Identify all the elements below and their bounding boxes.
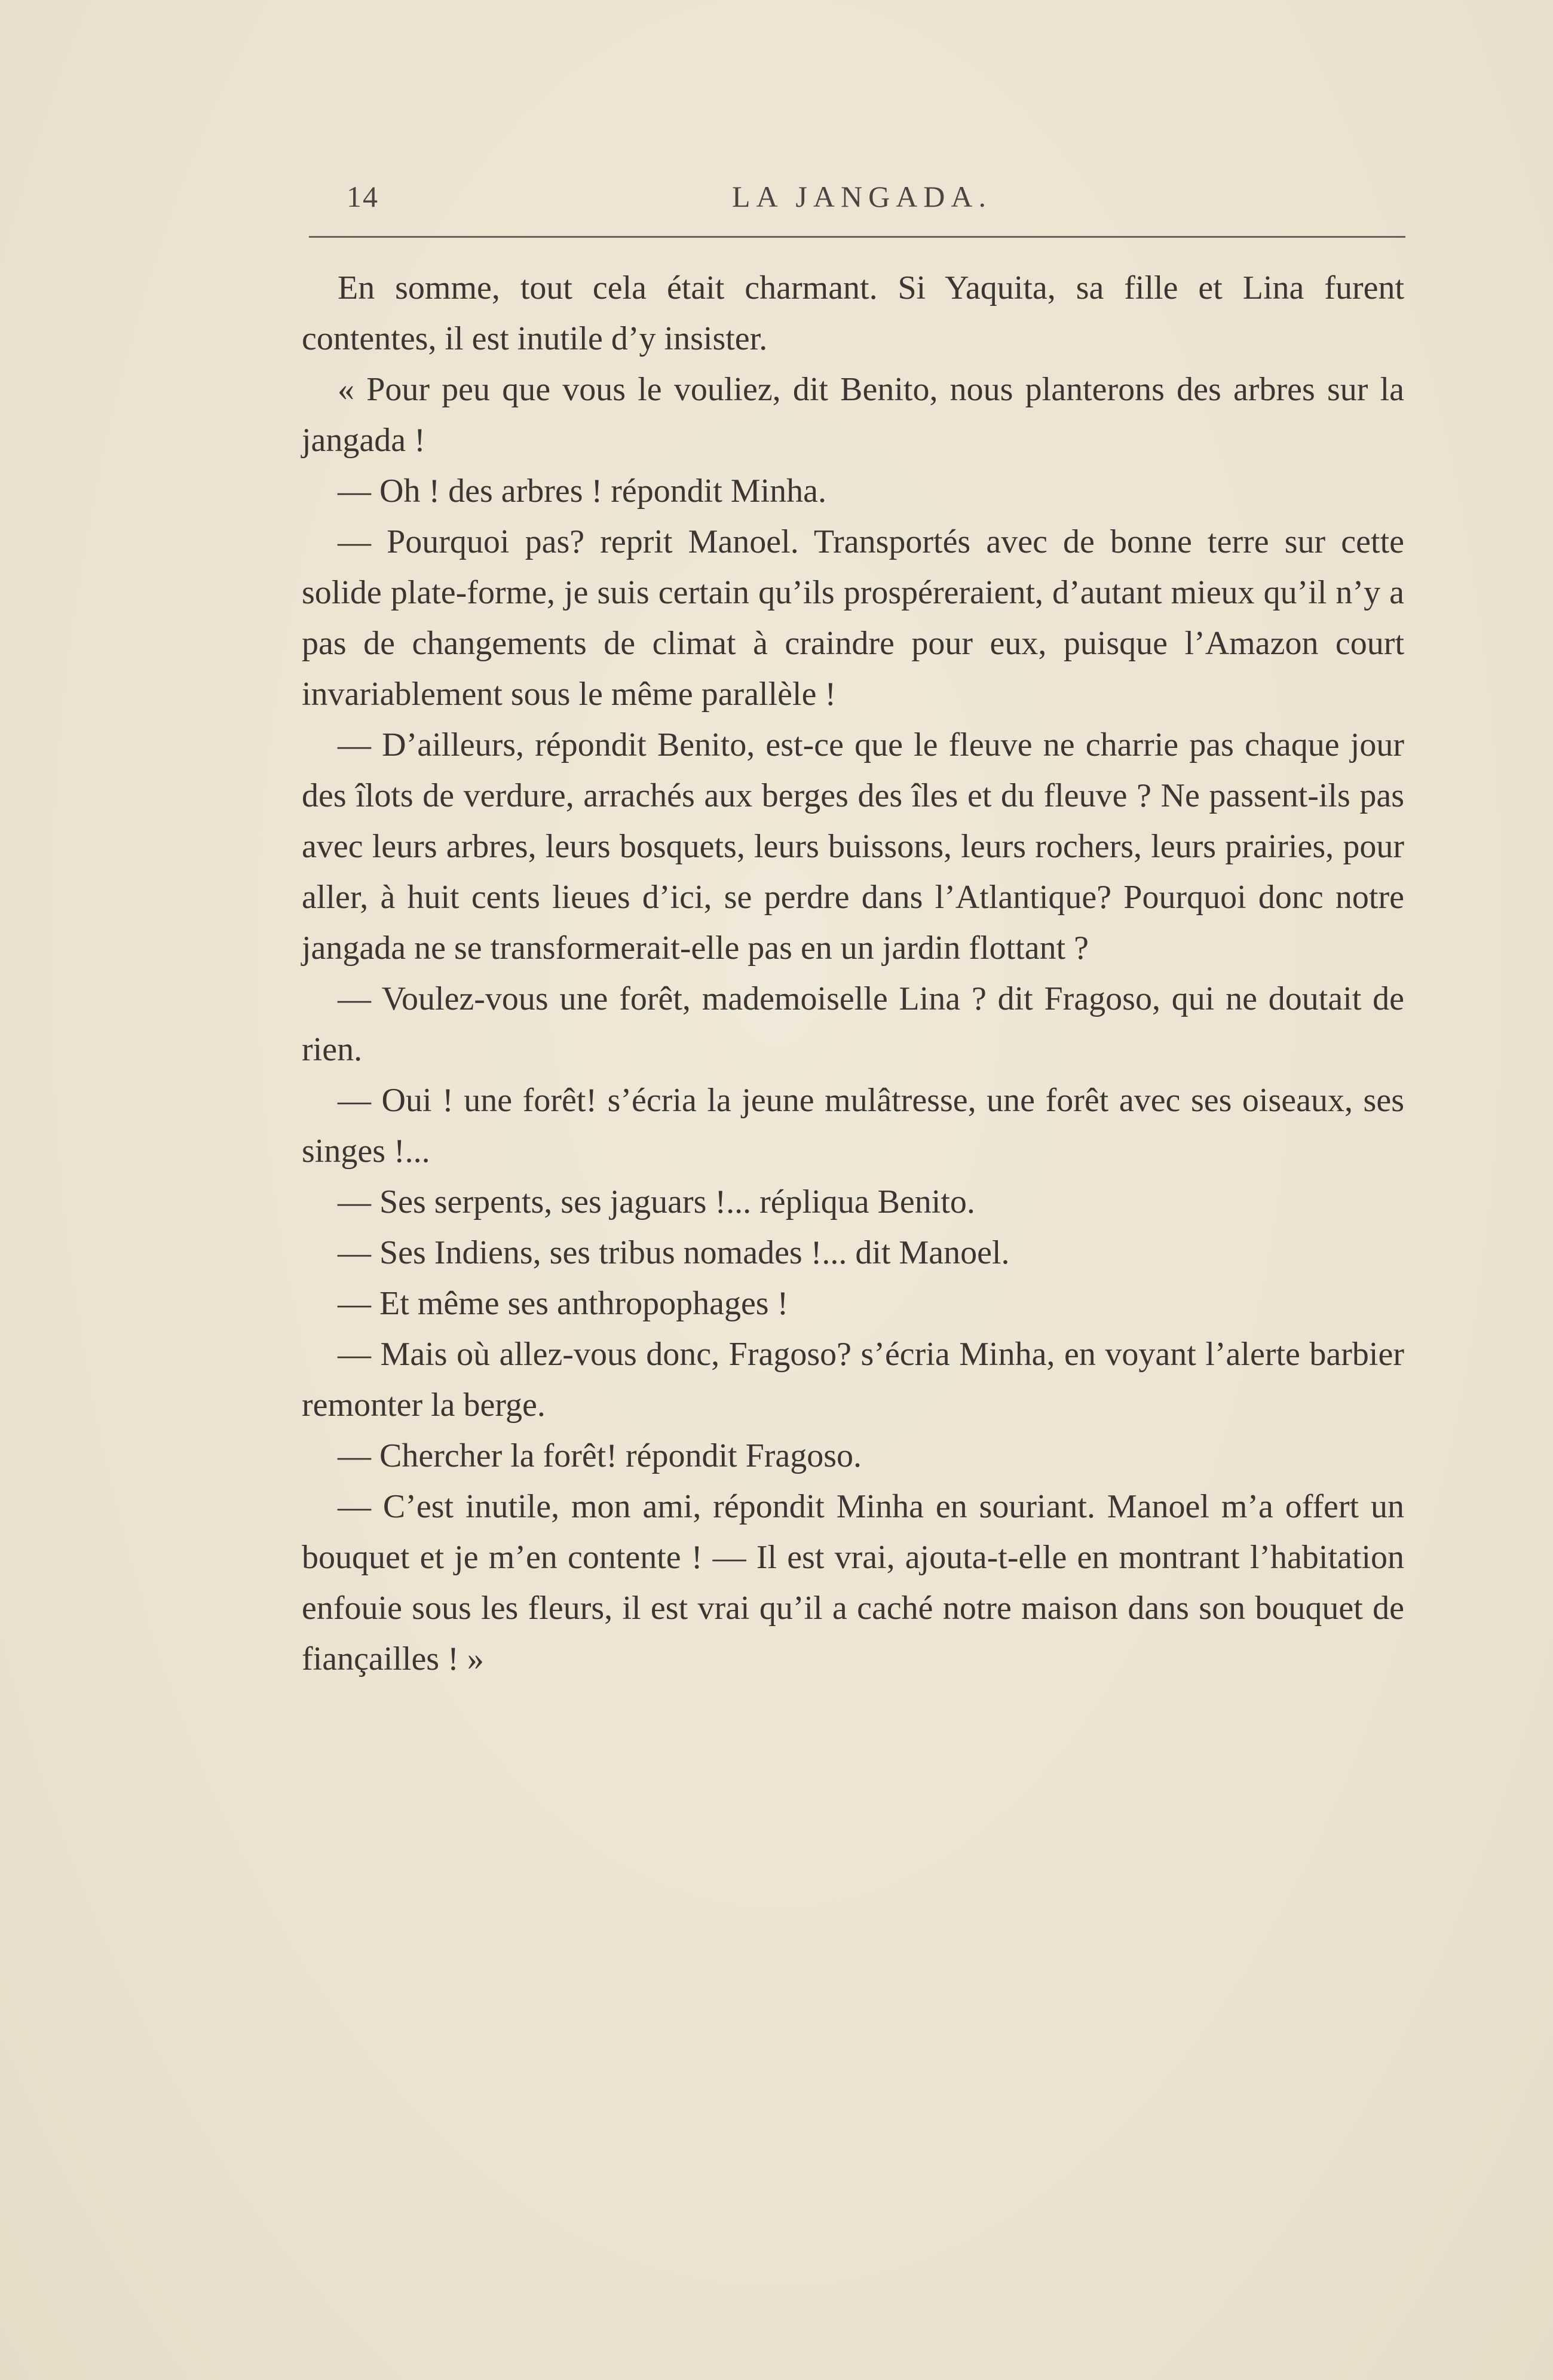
header-rule [309,236,1405,238]
paragraph: — Chercher la forêt! répondit Fragoso. [338,1437,862,1474]
paragraph: — Et même ses anthropophages ! [338,1285,789,1322]
paragraph: — Pourquoi pas? reprit Manoel. Transportés avec de bonne terre sur cette solide plate-forme, je suis certain qu’ils prospéreraient, d’autant mieux qu’il n’y a pas de changements de climat à craindre pour eux, puisque l’Amazon court invariablement sous le même parallèle ! [302,523,1404,713]
paragraph: — Ses Indiens, ses tribus nomades !... dit Manoel. [338,1234,1010,1271]
paragraph: En somme, tout cela était charmant. Si Yaquita, sa fille et Lina furent contentes, il est inutile d’y insister. [302,269,1404,357]
paragraph: — Oui ! une forêt! s’écria la jeune mulâtresse, une forêt avec ses oiseaux, ses singes !... [302,1082,1404,1170]
page-number: 14 [347,180,379,213]
paragraph: « Pour peu que vous le vouliez, dit Benito, nous planterons des arbres sur la jangada ! [302,371,1404,459]
page-header [302,170,1404,236]
paragraph: — C’est inutile, mon ami, répondit Minha en souriant. Manoel m’a offert un bouquet et je m’en contente ! — Il est vrai, ajouta-t-elle en montrant l’habitation enfouie sous les fleurs, il est vrai qu’il a caché notre maison dans son bouquet de fiançailles ! » [302,1488,1404,1677]
paragraph: — Ses serpents, ses jaguars !... répliqua Benito. [338,1183,975,1220]
body-text [302,263,1404,1685]
running-title: LA JANGADA. [732,180,992,213]
paragraph: — Voulez-vous une forêt, mademoiselle Lina ? dit Fragoso, qui ne doutait de rien. [302,980,1404,1068]
paragraph: — D’ailleurs, répondit Benito, est-ce que le fleuve ne charrie pas chaque jour des îlots de verdure, arrachés aux berges des îles et du fleuve ? Ne passent-ils pas avec leurs arbres, leurs bosquets, leurs buissons, leurs rochers, leurs prairies, pour aller, à huit cents lieues d’ici, se perdre dans l’Atlantique? Pourquoi donc notre jangada ne se transformerait-elle pas en un jardin flottant ? [302,726,1404,967]
paragraph: — Oh ! des arbres ! répondit Minha. [338,473,827,510]
paragraph: — Mais où allez-vous donc, Fragoso? s’écria Minha, en voyant l’alerte barbier remonter la berge. [302,1336,1404,1424]
